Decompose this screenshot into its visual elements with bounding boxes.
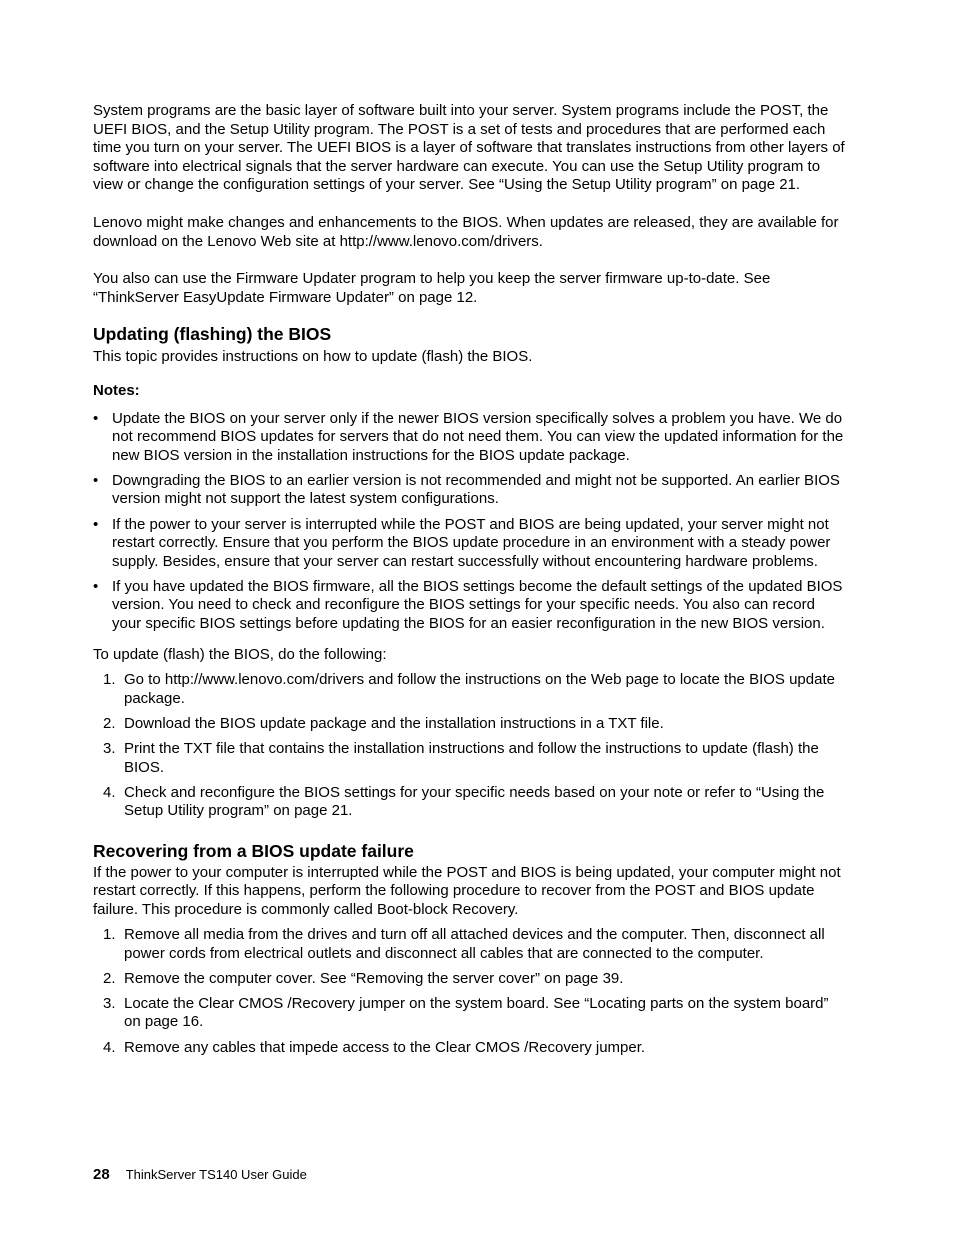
section-heading-recovering-bios: Recovering from a BIOS update failure [93, 840, 414, 861]
step-number: 2. [103, 714, 116, 732]
step-text: Remove any cables that impede access to the Clear CMOS /Recovery jumper. [124, 1038, 646, 1056]
bullet-marker: • [93, 471, 99, 489]
bullet-marker: • [93, 577, 99, 595]
step-text: Locate the Clear CMOS /Recovery jumper on the system board. See “Locating parts on the system board” on page 16. [124, 994, 829, 1031]
step-number: 1. [103, 926, 116, 944]
page-footer [93, 1166, 307, 1184]
step-item [93, 671, 845, 708]
note-text: If you have updated the BIOS firmware, all the BIOS settings become the default settings of the updated BIOS version. You need to check and reconfigure the BIOS settings for your specific needs. You also can record your specific BIOS settings before updating the BIOS for an easier reconfiguration in the new BIOS version. [112, 577, 843, 632]
note-text: Downgrading the BIOS to an earlier version is not recommended and might not be supported. An earlier BIOS version might not support the latest system configurations. [112, 471, 840, 508]
notes-list [93, 410, 845, 634]
note-item [93, 516, 845, 572]
step-number: 1. [103, 671, 116, 689]
step-item [93, 740, 845, 777]
step-text: Remove the computer cover. See “Removing the server cover” on page 39. [124, 969, 624, 987]
section-heading-updating-bios: Updating (flashing) the BIOS [93, 324, 332, 345]
step-text: Print the TXT file that contains the installation instructions and follow the instructions to update (flash) the BIOS. [124, 739, 819, 776]
step-number: 2. [103, 969, 116, 987]
bullet-marker: • [93, 515, 99, 533]
recovery-steps-list [93, 926, 845, 1057]
step-number: 4. [103, 1038, 116, 1056]
step-text: Remove all media from the drives and turn off all attached devices and the computer. Then, disconnect all power cords from electrical outlets and disconnect all cables that are connected to the computer. [124, 926, 825, 962]
step-number: 4. [103, 783, 116, 801]
note-text: If the power to your server is interrupted while the POST and BIOS are being updated, your server might not restart correctly. Ensure that you perform the BIOS update procedure in an environment with a steady power supply. Besides, ensure that your server can restart successfully without encountering hardware problems. [112, 515, 831, 570]
step-item [93, 926, 845, 963]
step-text: Check and reconfigure the BIOS settings for your specific needs based on your note or refer to “Using the Setup Utility program” on page 21. [124, 783, 825, 820]
page-number: 28 [93, 1166, 110, 1183]
update-steps-list [93, 671, 845, 821]
note-item [93, 410, 845, 466]
section-intro-recovering-bios: If the power to your computer is interrupted while the POST and BIOS is being updated, your computer might not restart correctly. If this happens, perform the following procedure to recover from the POST and BIOS update failure. This procedure is commonly called Boot-block Recovery. [93, 863, 841, 918]
notes-label: Notes: [93, 381, 140, 399]
page-content [93, 102, 845, 1064]
step-text: Download the BIOS update package and the installation instructions in a TXT file. [124, 714, 664, 732]
step-item [93, 995, 845, 1032]
step-number: 3. [103, 739, 116, 757]
step-text: Go to http://www.lenovo.com/drivers and follow the instructions on the Web page to locate the BIOS update package. [124, 671, 835, 707]
update-procedure-intro: To update (flash) the BIOS, do the following: [93, 645, 387, 663]
section-intro-updating-bios: This topic provides instructions on how to update (flash) the BIOS. [93, 348, 533, 366]
intro-paragraph-firmware-updater: You also can use the Firmware Updater program to help you keep the server firmware up-to-date. See “ThinkServer EasyUpdate Firmware Updater” on page 12. [93, 270, 771, 306]
step-item [93, 970, 845, 989]
step-number: 3. [103, 994, 116, 1012]
bullet-marker: • [93, 409, 99, 427]
intro-paragraph-lenovo-updates: Lenovo might make changes and enhancements to the BIOS. When updates are released, they are available for download on the Lenovo Web site at http://www.lenovo.com/drivers. [93, 213, 839, 250]
step-item [93, 715, 845, 734]
intro-paragraph-system-programs: System programs are the basic layer of software built into your server. System programs include the POST, the UEFI BIOS, and the Setup Utility program. The POST is a set of tests and procedures that are performed each time you turn on your server. The UEFI BIOS is a layer of software that translates instructions from other layers of software into electrical signals that the server hardware can execute. You can use the Setup Utility program to view or change the configuration settings of your server. See “Using the Setup Utility program” on page 21. [93, 102, 845, 194]
document-title: ThinkServer TS140 User Guide [125, 1167, 307, 1182]
step-item [93, 1039, 845, 1058]
step-item [93, 784, 845, 821]
note-item [93, 578, 845, 634]
note-text: Update the BIOS on your server only if the newer BIOS version specifically solves a problem you have. We do not recommend BIOS updates for servers that do not need them. You can view the updated information for the new BIOS version in the installation instructions for the BIOS update package. [112, 409, 844, 464]
note-item [93, 472, 845, 509]
